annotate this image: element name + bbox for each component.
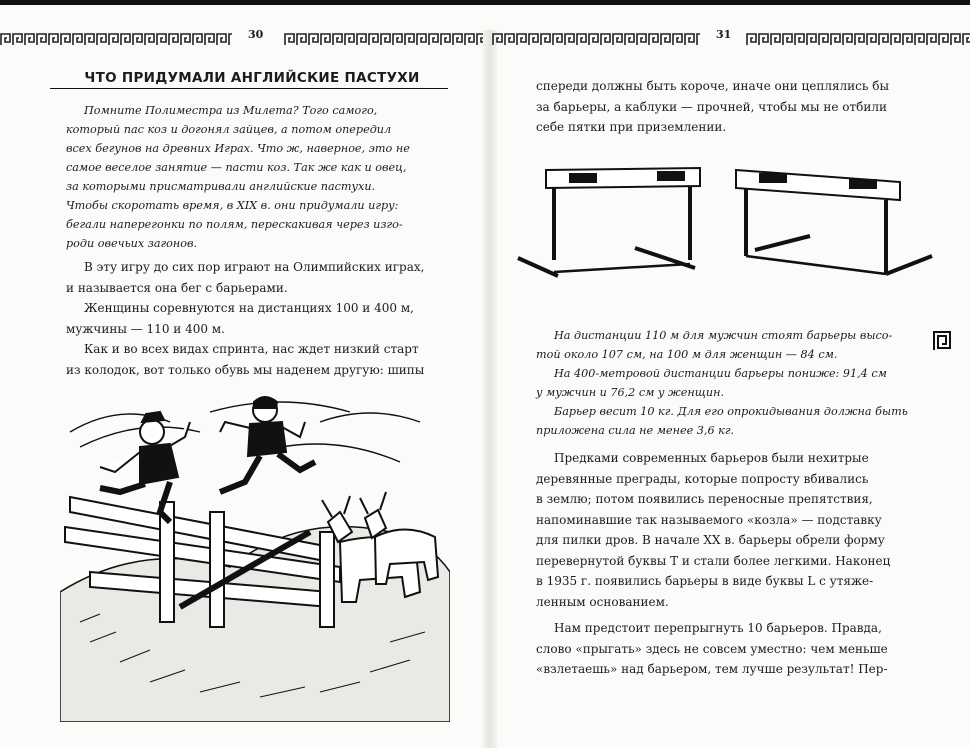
body-line: из колодок, вот только обувь мы наденем другую: шипы bbox=[66, 362, 425, 377]
hurdle-captions bbox=[536, 326, 908, 440]
chapter-title: ЧТО ПРИДУМАЛИ АНГЛИЙСКИЕ ПАСТУХИ bbox=[84, 70, 420, 86]
intro-paragraph bbox=[66, 101, 446, 253]
body-line: в 1935 г. появились барьеры в виде буквы L с утяже- bbox=[536, 574, 874, 588]
body-line: для пилки дров. В начале XX в. барьеры обрели форму bbox=[536, 533, 885, 547]
caption-line: у мужчин и 76,2 см у женщин. bbox=[536, 386, 725, 399]
title-underline bbox=[52, 88, 448, 89]
body-line: за барьеры, а каблуки — прочней, чтобы мы не отбили bbox=[536, 99, 887, 114]
greek-key-ornament-center-left bbox=[284, 32, 484, 46]
intro-line: Чтобы скоротать время, в XIX в. они придумали игру: bbox=[66, 199, 399, 212]
right-body-text bbox=[536, 448, 908, 680]
body-line: Нам предстоит перепрыгнуть 10 барьеров. Правда, bbox=[554, 621, 882, 635]
intro-line: который пас коз и догонял зайцев, а потом опередил bbox=[66, 123, 392, 136]
greek-key-ornament-left bbox=[0, 32, 232, 46]
greek-key-ornament-center-right bbox=[492, 32, 700, 46]
body-line: Предками современных барьеров были нехитрые bbox=[554, 451, 869, 465]
body-line: в землю; потом появились переносные препятствия, bbox=[536, 492, 873, 506]
intro-line: бегали наперегонки по полям, перескакивая через изго- bbox=[66, 218, 403, 231]
body-line: В эту игру до сих пор играют на Олимпийских играх, bbox=[84, 260, 425, 274]
intro-line: самое веселое занятие — пасти коз. Так же как и овец, bbox=[66, 161, 407, 174]
hurdles-illustration bbox=[510, 160, 940, 290]
intro-line: за которыми присматривали английские пастухи. bbox=[66, 180, 376, 193]
sky-lines bbox=[70, 402, 420, 462]
body-line: «взлетаешь» над барьером, тем лучше результат! Пер- bbox=[536, 662, 888, 676]
body-line: Женщины соревнуются на дистанциях 100 и 400 м, bbox=[84, 301, 414, 315]
top-border bbox=[0, 0, 970, 5]
body-line: деревянные преграды, которые попросту вбивались bbox=[536, 471, 869, 486]
body-line: напоминавшие так называемого «козла» — подставку bbox=[536, 512, 882, 527]
intro-line: роди овечьих загонов. bbox=[66, 237, 198, 250]
hurdle-side-view bbox=[736, 170, 932, 274]
left-body-text bbox=[66, 257, 450, 380]
body-line: мужчины — 110 и 400 м. bbox=[66, 321, 225, 336]
body-line: спереди должны быть короче, иначе они цеплялись бы bbox=[536, 79, 890, 93]
hurdle-front-view bbox=[518, 168, 700, 276]
intro-line: всех бегунов на древних Играх. Что ж, наверное, это не bbox=[66, 142, 410, 155]
book-gutter bbox=[483, 30, 497, 748]
body-line: ленным основанием. bbox=[536, 594, 669, 609]
body-line: слово «прыгать» здесь не совсем уместно: чем меньше bbox=[536, 641, 888, 656]
right-top-text bbox=[536, 76, 908, 138]
intro-line: Помните Полиместра из Милета? Того самого, bbox=[84, 104, 378, 117]
body-line: Как и во всех видах спринта, нас ждет низкий старт bbox=[84, 342, 419, 356]
caption-line: приложена сила не менее 3,6 кг. bbox=[536, 424, 735, 437]
greek-key-marker-icon bbox=[932, 330, 952, 352]
greek-key-ornament-right bbox=[746, 32, 970, 46]
hurdling-boys-illustration bbox=[60, 392, 450, 722]
page-number-right: 31 bbox=[716, 28, 732, 41]
page-number-left: 30 bbox=[248, 28, 264, 41]
caption-line: той около 107 см, на 100 м для женщин — 84 см. bbox=[536, 348, 838, 361]
caption-line: На дистанции 110 м для мужчин стоят барьеры высо- bbox=[554, 329, 893, 342]
body-line: перевернутой буквы Т и стали более легкими. Наконец bbox=[536, 553, 891, 568]
body-line: себе пятки при приземлении. bbox=[536, 120, 727, 134]
caption-line: На 400-метровой дистанции барьеры пониже: 91,4 см bbox=[554, 367, 887, 380]
body-line: и называется она бег с барьерами. bbox=[66, 280, 288, 295]
caption-line: Барьер весит 10 кг. Для его опрокидывания должна быть bbox=[554, 405, 908, 418]
